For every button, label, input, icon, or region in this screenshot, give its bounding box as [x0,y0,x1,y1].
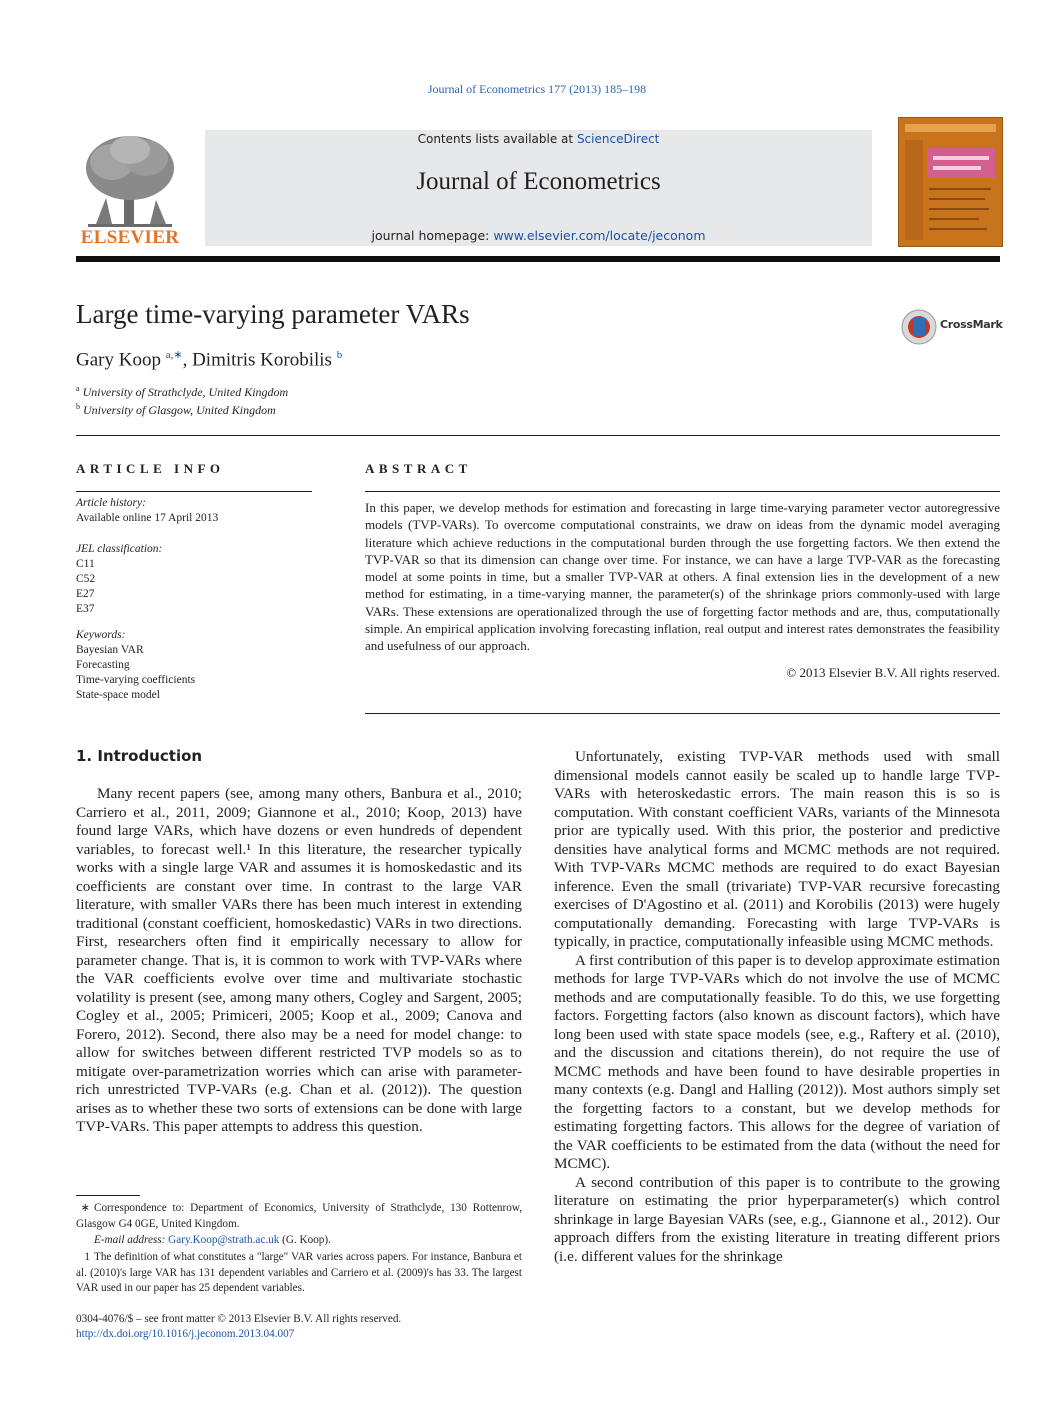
body-paragraph: A first contribution of this paper is to develop approximate estimation methods for large TVP-VARs which do not involve the use of MCMC methods and are computationally feasible. To do this, we use forgetting factors. Forgetting factors (also known as discount factors), which have long been used with state space models (see, e.g., Raftery et al. (2010), and the discussion and citations therein), do not require the use of MCMC methods and have been found to have desirable properties in many contexts (e.g. Dangl and Halling (2012)). Most authors simply set the forgetting factors to a constant, but we develop methods for estimating forgetting factors. This allows for the degree of variation of the VAR coefficients to be estimated from the data (without the need for MCMC). [554,951,1000,1172]
keyword: Forecasting [76,659,130,671]
homepage-line [205,228,872,243]
elsevier-wordmark: ELSEVIER [80,227,180,248]
affiliation-a [76,384,288,400]
history-value: Available online 17 April 2013 [76,512,219,524]
author-name: Gary Koop [76,349,161,371]
footnote-1 [76,1250,522,1297]
email-link[interactable]: Gary.Koop@strath.ac.uk [168,1234,280,1246]
author-affiliation-mark[interactable]: b [336,349,343,361]
keyword: Time-varying coefficients [76,674,196,686]
title-divider [76,435,1000,436]
author-separator: , [182,349,193,371]
abstract-copyright: © 2013 Elsevier B.V. All rights reserved. [786,665,1000,680]
jel-code: E37 [76,603,95,615]
footnote-mark: 1 [84,1251,90,1263]
author-name: Dimitris Korobilis [192,349,332,371]
journal-cover-thumbnail[interactable] [898,117,1003,247]
body-paragraph: Unfortunately, existing TVP-VAR methods used with small dimensional models cannot easily be scaled up to handle large TVP-VARs with heteroskedastic errors. The main reason this is so is computation. With constant coefficient VARs, variants of the Minnesota prior are typically used. With this prior, the posterior and predictive densities have analytical forms and MCMC methods are not required. With TVP-VARs MCMC methods are required to do exact Bayesian inference. Even the small (trivariate) TVP-VAR recursive forecasting exercises of D'Agostino et al. (2011) and Korobilis (2013) were hugely computationally demanding. Forecasting with large TVP-VARs is typically, in practice, computationally infeasible using MCMC methods. [554,748,1000,950]
affiliation-text: University of Glasgow, United Kingdom [83,403,276,417]
contents-prefix: Contents lists available at [417,132,577,146]
crossmark-icon[interactable] [900,308,938,346]
body-column-left [76,785,522,1137]
footnote-correspondence [76,1201,522,1232]
keyword: Bayesian VAR [76,644,144,656]
article-info-heading: ARTICLE INFO [76,461,225,476]
body-column-right [554,748,1000,1266]
body-paragraph: Many recent papers (see, among many others, Banbura et al., 2010; Carriero et al., 2011, 2009; Giannone et al., 2010; Koop, 2013) have found large VARs, which have dozens or even hundreds of dependent variables, to forecast well.¹ In this literature, the researcher typically works with a single large VAR and assumes it is homoskedastic and its coefficients are constant over time. In contrast to the large VAR literature, with smaller VARs there has been much interest in extending traditional (constant coefficient, homoskedastic) VARs in two directions. First, researchers often find it empirically necessary to allow for parameter change. That is, it is common to work with TVP-VARs where the VAR coefficients evolve over time and multivariate stochastic volatility is present (see, among many others, Cogley and Sargent, 2005; Cogley et al., 2005; Primiceri, 2005; Koop et al., 2009; Canova and Forero, 2012). Second, there also may be a need for model change: to allow for switches between different restricted TVP models so as to mitigate over-parametrization worries which can arise with parameter-rich unrestricted TVP-VARs (e.g. Chan et al. (2012)). The question arises as to whether these two sorts of extensions can be done with large TVP-VARs. This paper attempts to address this question. [76,785,522,1135]
contents-line [205,132,872,146]
abstract-top-rule [365,491,1000,492]
journal-banner [205,130,872,246]
front-matter [76,1312,401,1342]
body-paragraph: A second contribution of this paper is to contribute to the growing literature on estimating the prior hyperparameter(s) which control shrinkage in large Bayesian VARs (see, e.g., Giannone et al., 2012). Our approach differs from the existing literature in treating different priors (i.e. different values for the shrinkage [554,1173,1000,1265]
email-suffix: (G. Koop). [282,1234,331,1246]
doi-link[interactable]: http://dx.doi.org/10.1016/j.jeconom.2013.04.007 [76,1328,295,1340]
author-list [76,348,342,371]
abstract-bottom-rule [365,713,1000,714]
affiliation-text: University of Strathclyde, United Kingdom [82,385,289,399]
jel-label: JEL classification: [76,543,163,555]
jel-code: C11 [76,558,95,570]
footnote-text: Correspondence to: Department of Economics, University of Strathclyde, 130 Rottenrow, Glasgow G4 0GE, United Kingdom. [76,1202,522,1230]
keyword: State-space model [76,689,160,701]
article-info-rule [76,491,312,492]
footnote-rule [76,1195,140,1196]
journal-reference[interactable]: Journal of Econometrics 177 (2013) 185–198 [427,82,647,96]
abstract-heading: ABSTRACT [365,461,472,476]
crossmark-label[interactable]: CrossMark [940,318,1003,331]
journal-name: Journal of Econometrics [416,168,661,195]
header-rule [76,256,1000,262]
sciencedirect-link[interactable]: ScienceDirect [576,132,660,146]
footnote-mark: ∗ [80,1202,90,1214]
affiliation-b [76,402,276,418]
author-affiliation-mark[interactable]: a,∗ [165,349,183,361]
homepage-prefix: journal homepage: [371,228,494,243]
footnote-text: The definition of what constitutes a "large" VAR varies across papers. For instance, Banbura et al. (2010)'s large VAR has 131 dependent variables and Carriero et al. (2009)'s has 33. The largest VAR used in our paper has 25 dependent variables. [76,1251,522,1294]
keywords-label: Keywords: [76,629,126,641]
history-label: Article history: [76,497,146,509]
footnote-email [76,1233,522,1249]
jel-code: E27 [76,588,95,600]
email-label: E-mail address: [94,1234,166,1246]
issn-line: 0304-4076/$ – see front matter © 2013 Elsevier B.V. All rights reserved. [76,1313,402,1325]
article-title: Large time-varying parameter VARs [76,299,470,329]
section-heading-introduction: 1. Introduction [76,747,203,765]
affiliation-mark: a [76,384,80,393]
jel-code: C52 [76,573,96,585]
abstract-text: In this paper, we develop methods for estimation and forecasting in large time-varying parameter vector autoregressive models (TVP-VARs). To overcome computational constraints, we draw on ideas from the dynamic model averaging literature which achieve reductions in the computational burden through the use forgetting factors. We then extend the TVP-VAR so that its dimension can change over time. For instance, we can have a large TVP-VAR as the forecasting model at some points in time, but a smaller TVP-VAR at others. A final extension lies in the development of a new method for estimating, in a time-varying manner, the parameter(s) of the shrinkage priors commonly-used with large VARs. These extensions are operationalized through the use of forgetting factor methods and are, thus, computationally simple. An empirical application involving forecasting inflation, real output and interest rates demonstrates the feasibility and usefulness of our approach. [365,500,1000,654]
journal-homepage-link[interactable]: www.elsevier.com/locate/jeconom [493,228,706,243]
affiliation-mark: b [76,402,80,411]
